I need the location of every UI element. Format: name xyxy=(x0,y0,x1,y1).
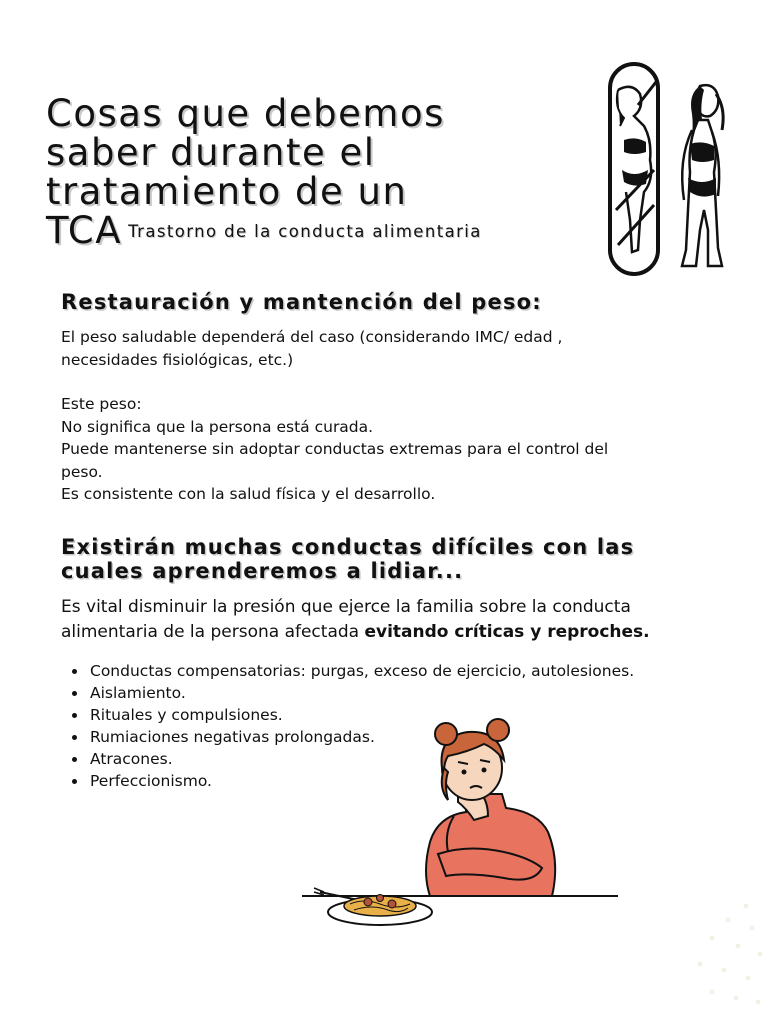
section2-heading-line-2: cuales aprenderemos a lidiar... xyxy=(61,559,464,583)
list-item: Conductas compensatorias: purgas, exceso de ejercicio, autolesiones. xyxy=(72,660,712,682)
section2-body xyxy=(61,595,711,645)
section2-line-2-plain: alimentaria de la persona afectada xyxy=(61,622,365,642)
title-line-1: Cosas que debemos xyxy=(46,92,445,135)
section2-line-1: Es vital disminuir la presión que ejerce la familia sobre la conducta xyxy=(61,597,631,617)
list-item: Rumiaciones negativas prolongadas. xyxy=(72,726,712,748)
section1-line-4: peso. xyxy=(61,462,103,481)
list-item: Atracones. xyxy=(72,748,712,770)
section2-line-2 xyxy=(61,620,711,645)
title-line-2: saber durante el xyxy=(46,131,376,174)
list-item: Aislamiento. xyxy=(72,682,712,704)
spacer xyxy=(61,371,711,393)
mirror-reflection-illustration xyxy=(604,60,734,280)
section2-heading-line-1: Existirán muchas conductas difíciles con las xyxy=(61,535,635,559)
section1-line-2: No significa que la persona está curada. xyxy=(61,417,374,436)
section1-body xyxy=(61,326,711,506)
section1-line-3: Puede mantenerse sin adoptar conductas extremas para el control del xyxy=(61,440,609,458)
decorative-dots xyxy=(688,898,768,1008)
section1-intro-line-2: necesidades fisiológicas, etc.) xyxy=(61,350,294,369)
section1-heading: Restauración y mantención del peso: xyxy=(61,290,542,314)
section1-line-5: Es consistente con la salud física y el desarrollo. xyxy=(61,485,436,503)
page-title xyxy=(46,94,586,250)
list-item: Perfeccionismo. xyxy=(72,770,712,792)
section2-heading xyxy=(61,535,634,583)
list-item: Rituales y compulsiones. xyxy=(72,704,712,726)
title-acronym: TCA xyxy=(46,209,123,252)
subtitle: Trastorno de la conducta alimentaria xyxy=(128,222,482,241)
section1-line-1: Este peso: xyxy=(61,395,142,413)
sad-girl-pasta-illustration xyxy=(298,712,622,934)
title-line-3: tratamiento de un xyxy=(46,170,408,213)
section1-intro-line-1: El peso saludable dependerá del caso (considerando IMC/ edad , xyxy=(61,328,563,346)
title-line-4 xyxy=(46,211,586,250)
section2-line-2-bold: evitando críticas y reproches. xyxy=(364,622,650,642)
